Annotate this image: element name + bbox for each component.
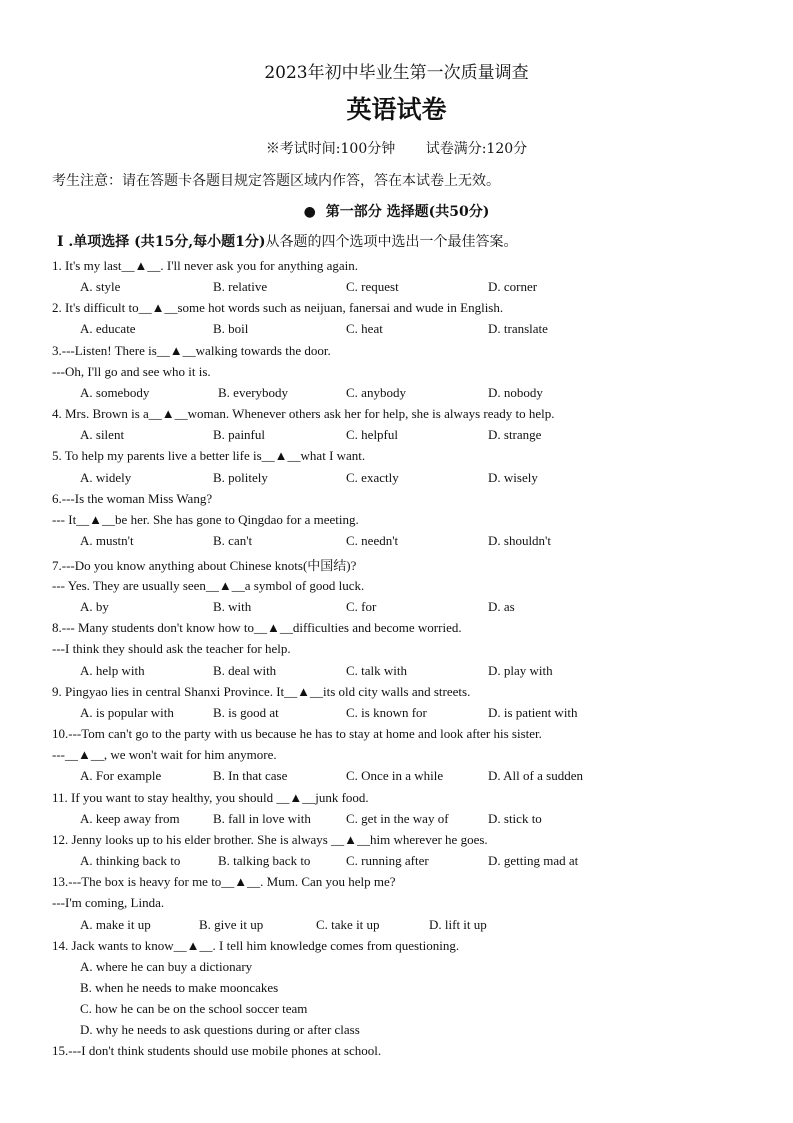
- question-6-reply: --- It__▲__be her. She has gone to Qingdao for a meeting.: [52, 512, 359, 527]
- question-9-option-b[interactable]: B. is good at: [213, 705, 279, 720]
- question-13-stem: 13.---The box is heavy for me to__▲__. Mum. Can you help me?: [52, 874, 396, 889]
- question-8-option-b[interactable]: B. deal with: [213, 663, 277, 678]
- section-label: I .单项选择 (共15分,每小题1分): [57, 234, 266, 250]
- question-3-stem: 3.---Listen! There is__▲__walking towards the door.: [52, 343, 331, 358]
- question-11-option-b[interactable]: B. fall in love with: [213, 811, 311, 826]
- question-2-option-d[interactable]: D. translate: [488, 321, 548, 336]
- part-label: 第一部分 选择题(共50分): [325, 204, 490, 220]
- question-6-option-c[interactable]: C. needn't: [346, 533, 399, 548]
- question-12-option-d[interactable]: D. getting mad at: [488, 853, 579, 868]
- question-14-option-c[interactable]: C. how he can be on the school soccer team: [80, 1001, 308, 1016]
- question-10-stem: 10.---Tom can't go to the party with us because he has to stay at home and look after his sister.: [52, 726, 542, 741]
- question-6-stem: 6.---Is the woman Miss Wang?: [52, 491, 213, 506]
- exam-subject: 英语试卷: [346, 95, 447, 124]
- question-4-option-b[interactable]: B. painful: [213, 427, 265, 442]
- question-5-option-b[interactable]: B. politely: [213, 470, 268, 485]
- question-10-option-b[interactable]: B. In that case: [213, 768, 288, 783]
- question-13-option-d[interactable]: D. lift it up: [429, 917, 487, 932]
- question-9-option-d[interactable]: D. is patient with: [488, 705, 578, 720]
- question-11-option-d[interactable]: D. stick to: [488, 811, 542, 826]
- question-10-reply: ---__▲__, we won't wait for him anymore.: [52, 747, 277, 762]
- question-8-reply: ---I think they should ask the teacher for help.: [52, 641, 291, 656]
- question-13-option-c[interactable]: C. take it up: [316, 917, 380, 932]
- question-5-stem: 5. To help my parents live a better life is__▲__what I want.: [52, 448, 366, 463]
- question-14-option-b[interactable]: B. when he needs to make mooncakes: [80, 980, 279, 995]
- question-1-option-a[interactable]: A. style: [80, 279, 121, 294]
- question-4-stem: 4. Mrs. Brown is a__▲__woman. Whenever others ask her for help, she is always ready to help.: [52, 406, 555, 421]
- question-2-option-b[interactable]: B. boil: [213, 321, 249, 336]
- question-10-option-a[interactable]: A. For example: [80, 768, 162, 783]
- question-1-option-c[interactable]: C. request: [346, 279, 399, 294]
- question-9-stem: 9. Pingyao lies in central Shanxi Province. It__▲__its old city walls and streets.: [52, 684, 471, 699]
- question-14-stem: 14. Jack wants to know__▲__. I tell him knowledge comes from questioning.: [52, 938, 460, 953]
- section-heading: [57, 231, 518, 251]
- question-5-option-c[interactable]: C. exactly: [346, 470, 399, 485]
- question-6-option-d[interactable]: D. shouldn't: [488, 533, 552, 548]
- exam-notice: 考生注意：请在答题卡各题目规定答题区域内作答，答在本试卷上无效。: [52, 173, 500, 189]
- question-5-option-d[interactable]: D. wisely: [488, 470, 538, 485]
- question-3-option-a[interactable]: A. somebody: [80, 385, 150, 400]
- question-2-option-c[interactable]: C. heat: [346, 321, 383, 336]
- question-3-option-c[interactable]: C. anybody: [346, 385, 406, 400]
- question-6-option-a[interactable]: A. mustn't: [80, 533, 134, 548]
- question-12-stem: 12. Jenny looks up to his elder brother. She is always __▲__him wherever he goes.: [52, 832, 488, 847]
- section-instruction: 从各题的四个选项中选出一个最佳答案。: [265, 234, 518, 250]
- bullet-icon: ●: [303, 204, 316, 220]
- question-14-option-a[interactable]: A. where he can buy a dictionary: [80, 959, 253, 974]
- question-8-option-c[interactable]: C. talk with: [346, 663, 408, 678]
- question-12-option-a[interactable]: A. thinking back to: [80, 853, 181, 868]
- question-4-option-d[interactable]: D. strange: [488, 427, 542, 442]
- question-8-option-d[interactable]: D. play with: [488, 663, 553, 678]
- question-7-option-d[interactable]: D. as: [488, 599, 515, 614]
- question-2-stem: 2. It's difficult to__▲__some hot words such as neijuan, fanersai and wude in English.: [52, 300, 504, 315]
- question-7-option-c[interactable]: C. for: [346, 599, 377, 614]
- question-15-stem: 15.---I don't think students should use mobile phones at school.: [52, 1043, 382, 1058]
- question-10-option-c[interactable]: C. Once in a while: [346, 768, 444, 783]
- question-3-option-b[interactable]: B. everybody: [218, 385, 289, 400]
- exam-title: 2023年初中毕业生第一次质量调查: [264, 63, 529, 83]
- exam-meta: [0, 138, 793, 158]
- question-1-option-d[interactable]: D. corner: [488, 279, 538, 294]
- question-8-option-a[interactable]: A. help with: [80, 663, 145, 678]
- question-1-option-b[interactable]: B. relative: [213, 279, 268, 294]
- question-4-option-a[interactable]: A. silent: [80, 427, 125, 442]
- question-13-reply: ---I'm coming, Linda.: [52, 895, 165, 910]
- question-13-option-b[interactable]: B. give it up: [199, 917, 264, 932]
- question-2-option-a[interactable]: A. educate: [80, 321, 136, 336]
- question-8-stem: 8.--- Many students don't know how to__▲__difficulties and become worried.: [52, 620, 462, 635]
- question-7-stem: 7.---Do you know anything about Chinese knots(中国结)?: [52, 558, 357, 573]
- part-heading: [0, 201, 793, 221]
- question-6-option-b[interactable]: B. can't: [213, 533, 253, 548]
- question-3-option-d[interactable]: D. nobody: [488, 385, 543, 400]
- question-5-option-a[interactable]: A. widely: [80, 470, 132, 485]
- question-12-option-c[interactable]: C. running after: [346, 853, 429, 868]
- question-3-reply: ---Oh, I'll go and see who it is.: [52, 364, 211, 379]
- question-7-option-a[interactable]: A. by: [80, 599, 109, 614]
- question-7-option-b[interactable]: B. with: [213, 599, 252, 614]
- question-14-option-d[interactable]: D. why he needs to ask questions during or after class: [80, 1022, 360, 1037]
- question-11-option-a[interactable]: A. keep away from: [80, 811, 180, 826]
- question-13-option-a[interactable]: A. make it up: [80, 917, 151, 932]
- exam-score: 试卷满分:120分: [425, 141, 528, 157]
- question-1-stem: 1. It's my last__▲__. I'll never ask you for anything again.: [52, 258, 359, 273]
- question-9-option-a[interactable]: A. is popular with: [80, 705, 174, 720]
- question-7-reply: --- Yes. They are usually seen__▲__a symbol of good luck.: [52, 578, 365, 593]
- question-10-option-d[interactable]: D. All of a sudden: [488, 768, 583, 783]
- question-9-option-c[interactable]: C. is known for: [346, 705, 427, 720]
- exam-time: ※考试时间:100分钟: [265, 141, 396, 157]
- question-11-option-c[interactable]: C. get in the way of: [346, 811, 449, 826]
- question-4-option-c[interactable]: C. helpful: [346, 427, 398, 442]
- question-11-stem: 11. If you want to stay healthy, you should __▲__junk food.: [52, 790, 369, 805]
- question-12-option-b[interactable]: B. talking back to: [218, 853, 311, 868]
